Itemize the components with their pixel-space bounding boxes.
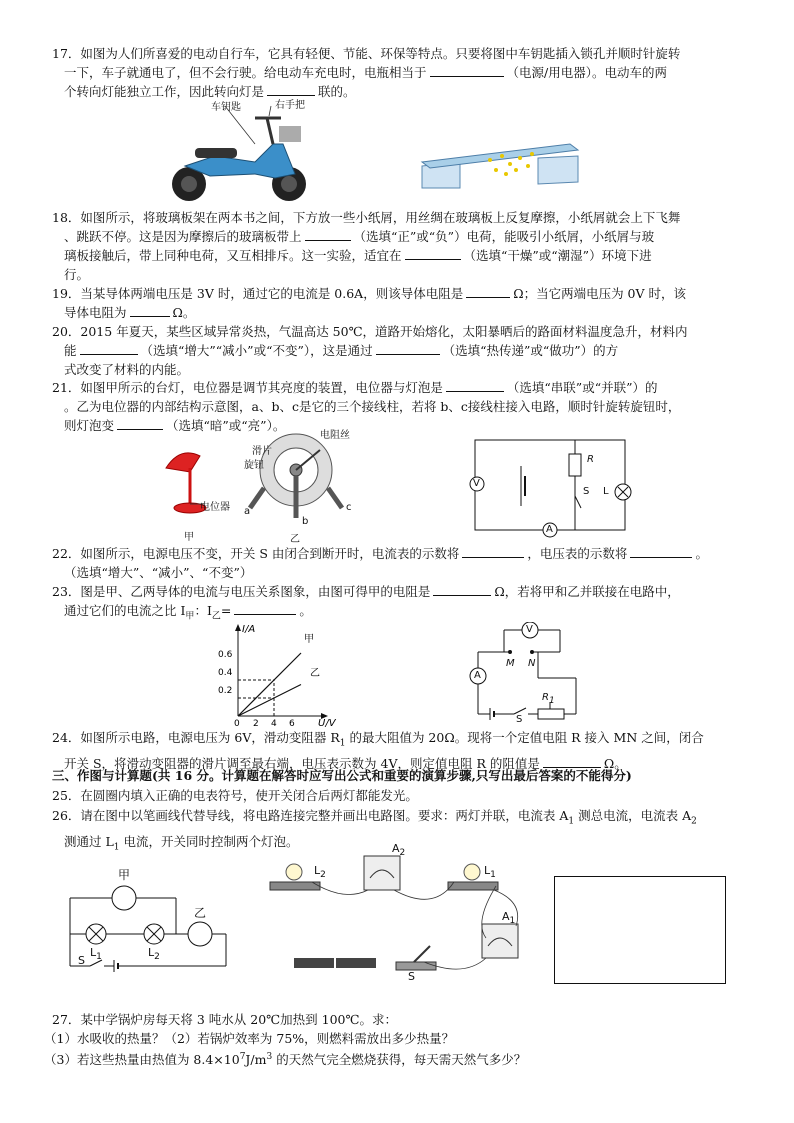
q24-voltmeter-label: V xyxy=(526,624,533,635)
q26-text: 测总电流，电流表 A xyxy=(574,808,692,823)
q22-blank-2[interactable] xyxy=(630,544,692,558)
q26-l2-label xyxy=(314,864,326,880)
right-handle-label: 右手把 xyxy=(275,100,305,111)
q19-text: Ω。 xyxy=(172,305,196,320)
q18-text: 、跳跃不停。这是因为摩擦后的玻璃板带上 xyxy=(64,229,302,244)
q20-line2 xyxy=(52,341,752,360)
slider-label: 滑片 xyxy=(252,446,272,457)
q26-a2-label xyxy=(392,842,405,858)
q21-text: 则灯泡变 xyxy=(64,418,115,433)
q21-line3 xyxy=(52,416,752,435)
q26-l1: L xyxy=(484,864,491,877)
q23-sub: 乙 xyxy=(211,611,221,622)
q25-l1-label xyxy=(90,946,102,962)
q21-text: （选填“暗”或“亮”）。 xyxy=(166,418,286,433)
terminal-b-label: b xyxy=(302,516,309,527)
q27-line1: 27．某中学锅炉房每天将 3 吨水从 20℃加热到 100℃。求： xyxy=(52,1012,397,1027)
q25-jia-label: 甲 xyxy=(118,868,131,882)
q19-text: 19．当某导体两端电压是 3V 时，通过它的电流是 0.6A，则该导体电阻是 xyxy=(52,286,464,301)
q24-circuit-figure xyxy=(466,622,586,726)
x-tick-label: 6 xyxy=(289,719,295,728)
q19-text: Ω；当它两端电压为 0V 时，该 xyxy=(513,286,687,301)
q19-line1 xyxy=(52,284,752,303)
q26-a1-label xyxy=(502,910,515,926)
glass-plate-figure xyxy=(420,126,580,192)
q18-line1: 18．如图所示，将玻璃板架在两本书之间，下方放一些小纸屑，用丝绸在玻璃板上反复摩擦，小纸屑就会上下飞舞 xyxy=(52,210,681,225)
question-17 xyxy=(52,44,752,101)
q21-line2: 。乙为电位器的内部结构示意图，a、b、c是它的三个接线柱，若将 b、c接线柱接入电路，顺时针旋转旋钮时， xyxy=(64,399,681,414)
q20-line3: 式改变了材料的内能。 xyxy=(64,362,190,377)
figure-jia-label: 甲 xyxy=(184,532,194,543)
ebike-figure xyxy=(155,100,315,204)
q27-line3 xyxy=(44,1048,752,1069)
q20-blank-1[interactable] xyxy=(80,341,138,355)
section-3-heading xyxy=(52,766,752,785)
q25-l2-sub: 2 xyxy=(154,952,160,963)
figure-yi-label: 乙 xyxy=(290,534,300,545)
q18-text: 璃板接触后，带上同种电荷，又互相排斥。这一实验，适宜在 xyxy=(64,248,402,263)
q21-text: （选填“串联”或“并联”）的 xyxy=(506,380,658,395)
switch-s-label: S xyxy=(583,486,590,497)
graph-x-label: U/V xyxy=(318,718,336,728)
q27-text: （3）若这些热量由热值为 8.4×10 xyxy=(44,1052,240,1068)
q18-line2 xyxy=(52,227,752,246)
q24-ammeter-label: A xyxy=(474,670,481,681)
y-axis-arrow xyxy=(235,624,241,631)
question-27 xyxy=(44,1010,752,1069)
q18-blank-2[interactable] xyxy=(405,246,461,260)
q26-l1-sub: 1 xyxy=(490,870,496,881)
y-tick-label: 0.6 xyxy=(218,650,233,660)
q23-blank-1[interactable] xyxy=(433,582,491,596)
q23-text: Ω，若将甲和乙并联接在电路中， xyxy=(494,584,680,599)
q25-switch-label: S xyxy=(78,954,85,967)
q22-text: 22．如图所示，电源电压不变，开关 S 由闭合到断开时，电流表的示数将 xyxy=(52,546,460,561)
q27-sup: 3 xyxy=(266,1052,273,1062)
q19-text: 导体电阻为 xyxy=(64,305,127,320)
q21-blank-1[interactable] xyxy=(446,378,504,392)
q17-text: 个转向灯能独立工作，因此转向灯是 xyxy=(64,84,265,99)
q24-switch-label: S xyxy=(516,714,523,725)
q19-blank-2[interactable] xyxy=(130,303,170,317)
x-tick-label: 4 xyxy=(271,719,277,728)
q20-text: （选填“增大”“减小”或“不变”），这是通过 xyxy=(140,343,373,358)
q22-text: 。 xyxy=(695,546,708,561)
q23-sub: 甲 xyxy=(185,611,195,622)
q26-l2-sub: 2 xyxy=(320,870,326,881)
q26-l2: L xyxy=(314,864,321,877)
q26-sub: 2 xyxy=(691,816,697,827)
q26-sub: 1 xyxy=(568,816,575,827)
q26-switch-label: S xyxy=(408,970,415,983)
q20-line1: 20．2015 年夏天，某些区域异常炎热，气温高达 50℃，道路开始熔化，太阳暴晒后的路面材料温度急升，材料内 xyxy=(52,324,688,339)
q27-sup: 7 xyxy=(239,1052,246,1062)
q25-l2: L xyxy=(148,946,155,959)
q20-text: （选填“热传递”或“做功”）的方 xyxy=(442,343,619,358)
question-21 xyxy=(52,378,752,435)
q24-text: Ω。 xyxy=(603,755,627,771)
q19-line2 xyxy=(52,303,752,322)
q19-blank-1[interactable] xyxy=(466,284,510,298)
q27-text: J/m xyxy=(245,1052,267,1068)
q23-text: = xyxy=(220,603,232,618)
q26-a2: A xyxy=(392,842,400,855)
q26-text: 电流，开关同时控制两个灯泡。 xyxy=(119,833,299,849)
series-yi-label: 乙 xyxy=(310,668,320,679)
question-20 xyxy=(52,322,752,379)
q25-l1: L xyxy=(90,946,97,959)
q17-text: 联的。 xyxy=(318,84,356,99)
q25-yi-label: 乙 xyxy=(194,906,207,920)
q27-text: 的天然气完全燃烧获得，每天需天然气多少？ xyxy=(272,1052,527,1068)
q25-circuit-figure xyxy=(64,862,234,972)
lamp-potentiometer-figure xyxy=(160,428,360,545)
q23-blank-2[interactable] xyxy=(234,601,296,615)
series-jia-label: 甲 xyxy=(304,634,314,645)
q17-line1: 17．如图为人们所喜爱的电动自行车，它具有轻便、节能、环保等特点。只要将图中车钥匙插入锁孔并顺时针旋转 xyxy=(52,46,681,61)
q23-text: 23．图是甲、乙两导体的电流与电压关系图象，由图可得甲的电阻是 xyxy=(52,584,431,599)
q22-line1 xyxy=(52,544,752,563)
q26-l1-label xyxy=(484,864,496,880)
q17-text: （电源/用电器）。电动车的两 xyxy=(506,65,667,80)
q26-a1-sub: 1 xyxy=(509,916,516,927)
rheostat-r: R xyxy=(542,692,549,703)
q22-circuit-figure xyxy=(465,436,635,540)
q21-line1 xyxy=(52,378,752,397)
q18-line4: 行。 xyxy=(64,267,90,282)
node-m-label: M xyxy=(506,658,515,669)
q21-text: 21．如图甲所示的台灯，电位器是调节其亮度的装置，电位器与灯泡是 xyxy=(52,380,443,395)
meter-jia-circle xyxy=(112,886,136,910)
iu-graph-figure xyxy=(214,620,354,728)
question-18 xyxy=(52,208,752,284)
q26-text: 测通过 L xyxy=(64,833,114,849)
q18-line3 xyxy=(52,246,752,265)
potentiometer-label: 电位器 xyxy=(200,502,230,513)
terminal-c-label: c xyxy=(346,502,352,513)
q24-line1 xyxy=(52,728,752,754)
q24-text: 24．如图所示电路，电源电压为 6V，滑动变阻器 R xyxy=(52,730,340,745)
q25-line1: 25．在圆圈内填入正确的电表符号，使开关闭合后两灯都能发光。 xyxy=(52,788,418,803)
question-19 xyxy=(52,284,752,322)
q17-blank-1[interactable] xyxy=(430,63,504,77)
resistance-wire-label: 电阻丝 xyxy=(320,430,350,441)
y-tick-label: 0.2 xyxy=(218,686,233,696)
q17-text: 一下，车子就通电了，但不会行驶。给电动车充电时，电瓶相当于 xyxy=(64,65,427,80)
resistor-r-label: R xyxy=(587,454,594,465)
q25-l2-label xyxy=(148,946,160,962)
q25-l1-sub: 1 xyxy=(96,952,102,963)
q17-line2 xyxy=(52,63,752,82)
q23-text: 。 xyxy=(299,603,312,618)
q20-blank-2[interactable] xyxy=(376,341,440,355)
series-jia-line xyxy=(238,653,301,716)
q21-blank-2[interactable] xyxy=(117,416,163,430)
q26-text: 26．请在图中以笔画线代替导线，将电路连接完整并画出电路图。要求：两灯并联，电流表 A xyxy=(52,808,569,823)
q22-text: ，电压表的示数将 xyxy=(527,546,628,561)
knob-label: 旋钮 xyxy=(244,460,264,471)
x-tick-label: 0 xyxy=(234,719,240,728)
graph-y-label: I/A xyxy=(242,624,256,635)
q23-text: 通过它们的电流之比 I xyxy=(64,603,186,618)
series-yi-line xyxy=(238,685,301,717)
node-n-label: N xyxy=(528,658,536,669)
q18-blank-1[interactable] xyxy=(305,227,351,241)
question-25 xyxy=(52,786,752,805)
voltmeter-label: V xyxy=(473,478,480,489)
terminal-a-label: a xyxy=(244,506,251,517)
question-23 xyxy=(52,582,752,627)
q22-blank-1[interactable] xyxy=(462,544,524,558)
q23-text: ：I xyxy=(194,603,212,618)
x-tick-label: 2 xyxy=(253,719,259,728)
q23-line2 xyxy=(52,601,752,627)
q17-line3 xyxy=(52,82,752,101)
q20-text: 能 xyxy=(64,343,77,358)
q26-components-figure xyxy=(264,842,534,982)
q24-text: 的最大阻值为 20Ω。现将一个定值电阻 R 接入 MN 之间，闭合 xyxy=(345,730,704,745)
rheostat-sub: 1 xyxy=(548,696,555,706)
q23-line1 xyxy=(52,582,752,601)
section-3-text: 三、作图与计算题(共 16 分。计算题在解答时应写出公式和重要的演算步骤,只写出最后答案的不能得分) xyxy=(52,768,632,783)
y-tick-label: 0.4 xyxy=(218,668,233,678)
ammeter-label: A xyxy=(546,524,553,535)
circuit-diagram-answer-box[interactable] xyxy=(554,876,726,984)
q26-a1: A xyxy=(502,910,510,923)
rheostat-label xyxy=(542,692,555,706)
question-22 xyxy=(52,544,752,582)
lamp-l-label: L xyxy=(603,486,609,497)
car-key-label: 车钥匙 xyxy=(211,102,241,113)
q17-blank-2[interactable] xyxy=(267,82,315,96)
q26-a2-sub: 2 xyxy=(399,848,406,859)
q24-sub: 1 xyxy=(339,738,346,749)
q18-text: （选填“干燥”或“潮湿”）环境下进 xyxy=(463,248,652,263)
q26-line1 xyxy=(52,806,752,832)
q22-line2: （选填“增大”、“减小”、“不变”） xyxy=(64,565,253,580)
q24-text: 开关 S，将滑动变阻器的滑片调至最右端，电压表示数为 4V，则定值电阻 R 的阻值是 xyxy=(64,755,540,771)
q18-text: （选填“正”或“负”）电荷，能吸引小纸屑，小纸屑与玻 xyxy=(353,229,655,244)
q26-sub: 1 xyxy=(113,842,120,852)
q27-line2: （1）水吸收的热量？（2）若锅炉效率为 75%，则燃料需放出多少热量？ xyxy=(44,1031,455,1046)
